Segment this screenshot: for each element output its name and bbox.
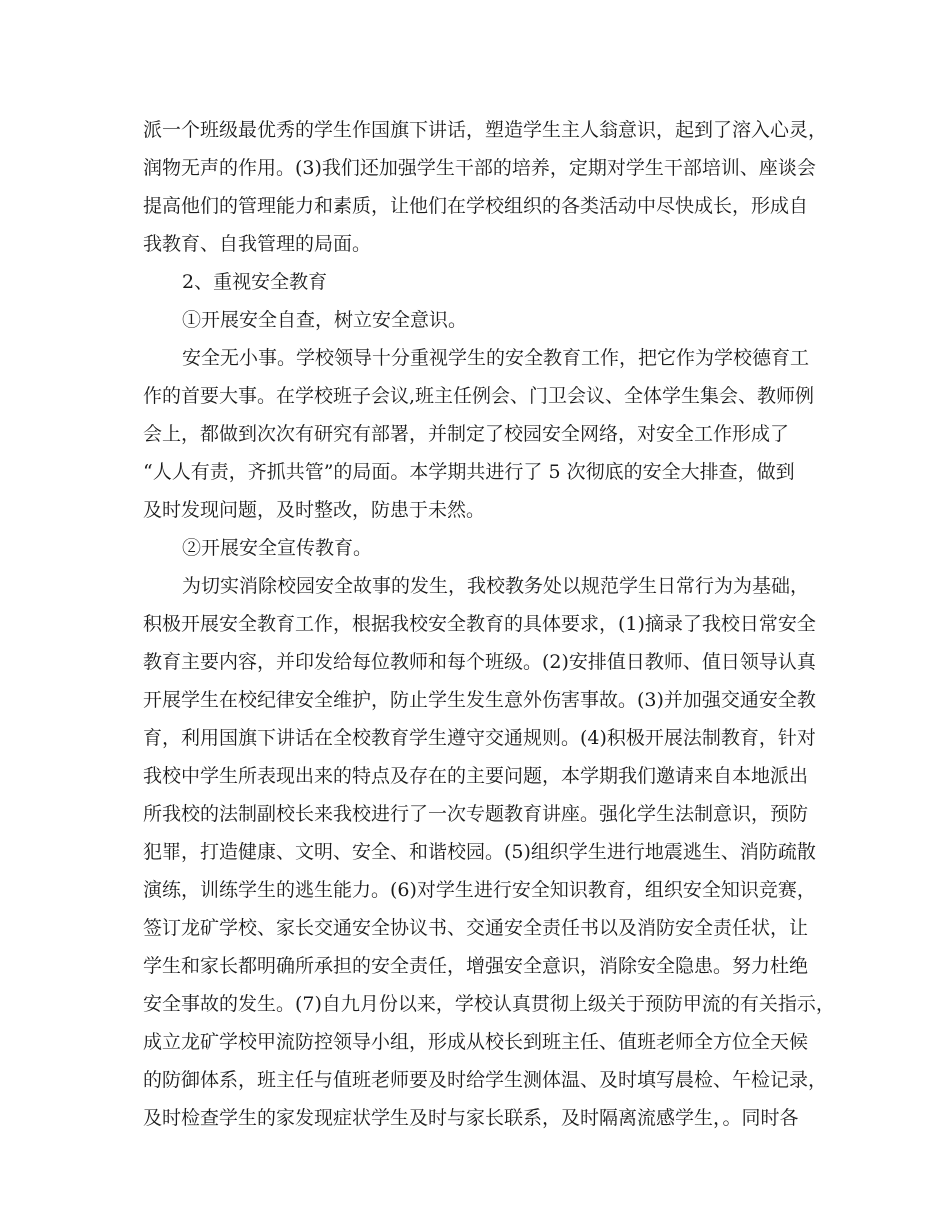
text-line: “人人有责，齐抓共管”的局面。本学期共进行了 5 次彻底的安全大排查，做到 xyxy=(143,461,795,483)
text-line: 润物无声的作用。(3)我们还加强学生干部的培养，定期对学生干部培训、座谈会 xyxy=(143,157,816,179)
text-line: 及时检查学生的家发现症状学生及时与家长联系，及时隔离流感学生，。同时各 xyxy=(143,1107,799,1129)
text-line: 积极开展安全教育工作，根据我校安全教育的具体要求，(1)摘录了我校日常安全 xyxy=(143,613,816,635)
subsection-heading: ②开展安全宣传教育。 xyxy=(182,537,373,559)
text-line: 所我校的法制副校长来我校进行了一次专题教育讲座。强化学生法制意识，预防 xyxy=(143,803,809,825)
text-line: 学生和家长都明确所承担的安全责任，增强安全意识，消除安全隐患。努力杜绝 xyxy=(143,955,809,977)
text-line: 演练，训练学生的逃生能力。(6)对学生进行安全知识教育，组织安全知识竞赛， xyxy=(143,879,816,901)
text-line: 派一个班级最优秀的学生作国旗下讲话，塑造学生主人翁意识，起到了溶入心灵， xyxy=(143,119,828,141)
subsection-heading: ①开展安全自查，树立安全意识。 xyxy=(182,309,468,331)
text-line: 签订龙矿学校、家长交通安全协议书、交通安全责任书以及消防安全责任状，让 xyxy=(143,917,809,939)
text-line: 为切实消除校园安全故事的发生，我校教务处以规范学生日常行为为基础， xyxy=(182,575,810,597)
text-line: 的防御体系，班主任与值班老师要及时给学生测体温、及时填写晨检、午检记录， xyxy=(143,1069,828,1091)
text-line: 教育主要内容，并印发给每位教师和每个班级。(2)安排值日教师、值日领导认真 xyxy=(143,651,816,673)
text-line: 我校中学生所表现出来的特点及存在的主要问题，本学期我们邀请来自本地派出 xyxy=(143,765,809,787)
text-line: 犯罪，打造健康、文明、安全、和谐校园。(5)组织学生进行地震逃生、消防疏散 xyxy=(143,841,816,863)
text-line: 开展学生在校纪律安全维护，防止学生发生意外伤害事故。(3)并加强交通安全教 xyxy=(143,689,816,711)
text-line: 提高他们的管理能力和素质，让他们在学校组织的各类活动中尽快成长，形成自 xyxy=(143,195,809,217)
section-heading: 2、重视安全教育 xyxy=(182,271,328,293)
text-line: 安全事故的发生。(7)自九月份以来，学校认真贯彻上级关于预防甲流的有关指示， xyxy=(143,993,835,1015)
text-line: 作的首要大事。在学校班子会议,班主任例会、门卫会议、全体学生集会、教师例 xyxy=(143,385,815,407)
text-line: 安全无小事。学校领导十分重视学生的安全教育工作，把它作为学校德育工 xyxy=(182,347,810,369)
text-line: 我教育、自我管理的局面。 xyxy=(143,233,372,255)
text-line: 成立龙矿学校甲流防控领导小组，形成从校长到班主任、值班老师全方位全天候 xyxy=(143,1031,809,1053)
text-line: 及时发现问题，及时整改，防患于未然。 xyxy=(143,499,486,521)
text-line: 育，利用国旗下讲话在全校教育学生遵守交通规则。(4)积极开展法制教育，针对 xyxy=(143,727,816,749)
text-line: 会上，都做到次次有研究有部署，并制定了校园安全网络，对安全工作形成了 xyxy=(143,423,790,445)
